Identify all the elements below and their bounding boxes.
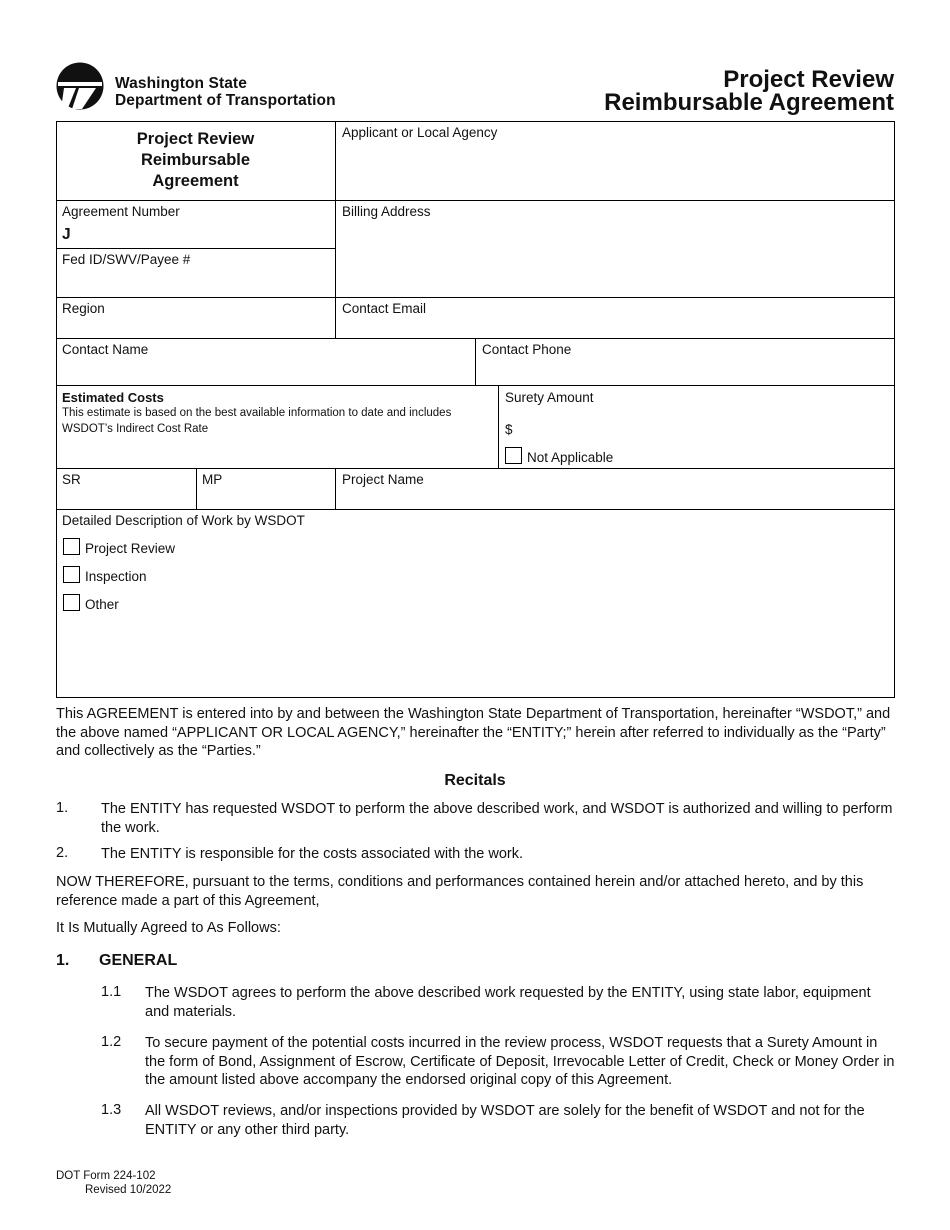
page-title-line2: Reimbursable Agreement: [604, 89, 894, 116]
not-applicable-label: Not Applicable: [527, 450, 614, 465]
contact-phone-label: Contact Phone: [482, 342, 572, 357]
surety-amount-label: Surety Amount: [505, 390, 594, 405]
recital-text: The ENTITY has requested WSDOT to perform the above described work, and WSDOT is authorized and willing to perform the work.: [101, 801, 893, 836]
project-review-checkbox[interactable]: [63, 538, 80, 555]
revised-date: Revised 10/2022: [85, 1184, 172, 1196]
form-title: Project Review Reimbursable Agreement: [136, 130, 255, 190]
page-title-line1: Project Review: [723, 66, 894, 93]
clause-text: The WSDOT agrees to perform the above described work requested by the ENTITY, using state labor, equipment and materials.: [145, 985, 871, 1020]
contact-email-label: Contact Email: [342, 301, 427, 316]
estimated-costs-note: This estimate is based on the best available information to date and includes WSDOT’s Indirect Cost Rate: [62, 407, 452, 435]
other-label: Other: [85, 597, 119, 612]
recitals-heading: Recitals: [444, 772, 506, 789]
inspection-checkbox[interactable]: [63, 566, 80, 583]
section-title: GENERAL: [99, 952, 178, 969]
project-name-label: Project Name: [342, 472, 424, 487]
contact-name-label: Contact Name: [62, 342, 149, 357]
intro-paragraph: This AGREEMENT is entered into by and between the Washington State Department of Transportation, hereinafter “WSDOT,” and the above named “APPLICANT OR LOCAL AGENCY,” hereinafter the “ENTITY;” herein after referred to individually as the “Party” and collectively as the “Parties.”: [56, 706, 891, 759]
agreement-number-label: Agreement Number: [62, 204, 180, 219]
mp-label: MP: [202, 472, 223, 487]
fed-id-label: Fed ID/SWV/Payee #: [62, 252, 191, 267]
form-number: DOT Form 224-102: [56, 1170, 156, 1182]
org-name-line1: Washington State: [115, 75, 247, 92]
org-name-line2: Department of Transportation: [115, 92, 336, 109]
sr-label: SR: [62, 472, 81, 487]
inspection-label: Inspection: [85, 569, 147, 584]
clause-text: To secure payment of the potential costs incurred in the review process, WSDOT requests that a Surety Amount in the form of Bond, Assignment of Escrow, Certificate of Deposit, Irrevocable Letter of Credit, Check or Money Order in the amount listed above accompany the endorsed original copy of this Agreement.: [145, 1035, 895, 1088]
other-checkbox[interactable]: [63, 594, 80, 611]
wsdot-logo-icon: [56, 62, 104, 110]
recital-number: 1.: [56, 800, 69, 816]
agreement-number-value: J: [62, 226, 71, 243]
now-therefore-paragraph: NOW THEREFORE, pursuant to the terms, conditions and performances contained herein and/or attached hereto, and by this reference made a part of this Agreement,: [56, 874, 864, 909]
recital-text: The ENTITY is responsible for the costs associated with the work.: [101, 846, 524, 862]
recital-number: 2.: [56, 845, 69, 861]
billing-address-label: Billing Address: [342, 204, 431, 219]
currency-symbol: $: [505, 422, 513, 437]
region-label: Region: [62, 301, 105, 316]
description-label: Detailed Description of Work by WSDOT: [62, 513, 305, 528]
applicant-label: Applicant or Local Agency: [342, 125, 498, 140]
clause-text: All WSDOT reviews, and/or inspections provided by WSDOT are solely for the benefit of WSDOT and not for the ENTITY or any other third party.: [145, 1103, 865, 1138]
clause-number: 1.2: [101, 1034, 122, 1050]
not-applicable-checkbox[interactable]: [505, 447, 522, 464]
project-review-label: Project Review: [85, 541, 176, 556]
clause-number: 1.1: [101, 984, 122, 1000]
clause-number: 1.3: [101, 1102, 122, 1118]
agreed-paragraph: It Is Mutually Agreed to As Follows:: [56, 920, 281, 936]
section-number: 1.: [56, 952, 70, 969]
estimated-costs-label: Estimated Costs: [62, 390, 164, 405]
description-field: [56, 509, 895, 698]
